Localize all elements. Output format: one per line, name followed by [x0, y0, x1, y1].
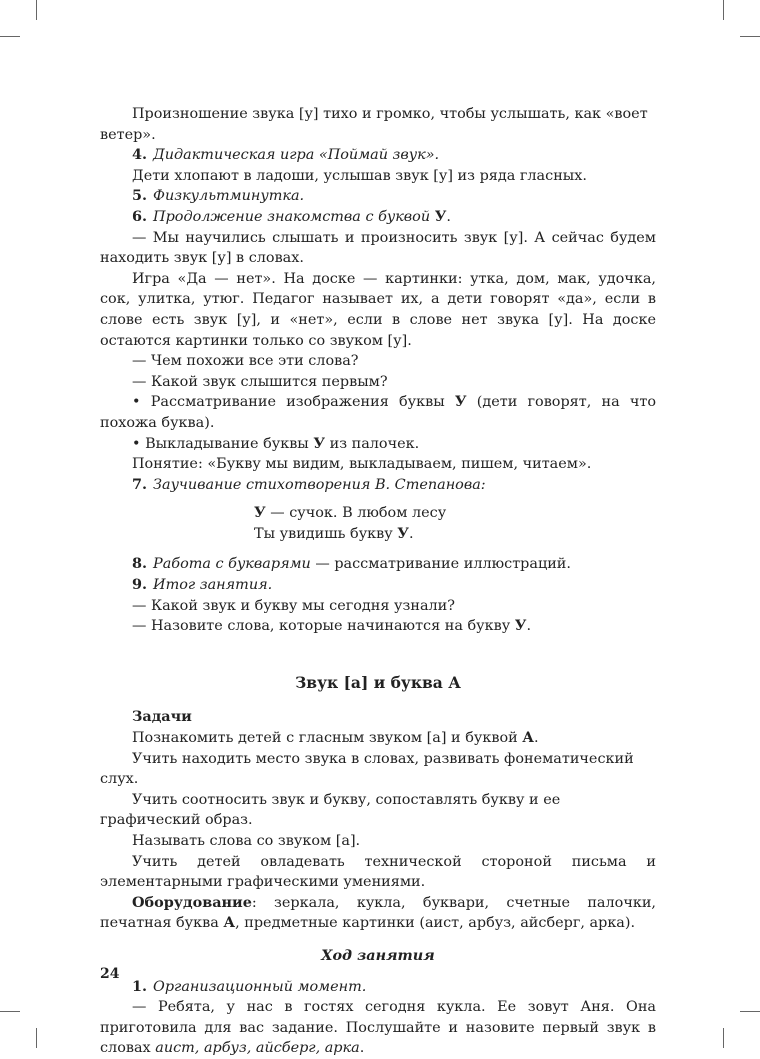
dialogue-line: — Назовите слова, которые начинаются на букву У.	[132, 617, 532, 635]
paragraph: Игра «Да — нет». На доске — картинки: утка, дом, мак, удочка, сок, улитка, утюг. Педагог называет их, а дети говорят «да», если в слове есть звук [у], и «нет», если в слове нет звука [у]. На доске остаются картинки только со звуком [у].	[100, 270, 656, 349]
numbered-item: 9. Итог занятия.	[132, 576, 273, 594]
crop-mark	[723, 0, 724, 20]
tasks-heading: Задачи	[132, 708, 192, 726]
poem-line: У — сучок. В любом лесу	[254, 504, 447, 522]
paragraph: Произношение звука [у] тихо и громко, чтобы услышать, как «воет ветер».	[100, 106, 648, 143]
dialogue-line: — Чем похожи все эти слова?	[132, 353, 359, 370]
numbered-item: 6. Продолжение знакомства с буквой У.	[132, 207, 451, 225]
poem-line: Ты увидишь букву У.	[254, 524, 414, 542]
task-item: Учить находить место звука в словах, развивать фонематический слух.	[100, 750, 634, 788]
paragraph: Дети хлопают в ладоши, услышав звук [у] из ряда гласных.	[132, 167, 587, 184]
task-item: Учить соотносить звук и букву, сопоставлять букву и ее графический образ.	[100, 791, 561, 829]
page-body	[100, 104, 656, 1059]
equipment-paragraph: Оборудование: зеркала, кукла, буквари, счетные палочки, печатная буква А, предметные картинки (аист, арбуз, айсберг, арка).	[100, 893, 656, 932]
crop-mark	[740, 1011, 760, 1012]
bullet-item: • Рассматривание изображения буквы У (дети говорят, на что похожа буква).	[100, 393, 657, 431]
lesson-heading: Ход занятия	[321, 946, 435, 964]
bullet-item: • Выкладывание буквы У из палочек.	[132, 434, 420, 452]
numbered-item: 8. Работа с букварями — рассматривание иллюстраций.	[132, 555, 571, 573]
numbered-item: 4. Дидактическая игра «Поймай звук».	[132, 146, 440, 164]
task-item: Называть слова со звуком [а].	[132, 833, 361, 849]
crop-mark	[0, 1011, 20, 1012]
dialogue-line: — Какой звук слышится первым?	[132, 373, 388, 390]
page-number: 24	[100, 966, 120, 982]
task-item: Учить детей овладевать технической стороной письма и элементарными графическими умениями.	[100, 853, 656, 891]
dialogue-line: — Какой звук и букву мы сегодня узнали?	[132, 597, 455, 614]
numbered-item: 1. Организационный момент.	[132, 977, 367, 995]
crop-mark	[36, 1028, 37, 1048]
poem	[254, 503, 656, 544]
dialogue-line: — Мы научились слышать и произносить звук [у]. А сейчас будем находить звук [у] в словах.	[100, 229, 656, 267]
numbered-item: 5. Физкультминутка.	[132, 187, 305, 205]
crop-mark	[36, 0, 37, 20]
dialogue-line: — Ребята, у нас в гостях сегодня кукла. Ее зовут Аня. Она приготовила для вас задание. Послушайте и назовите первый звук в словах аист, арбуз, айсберг, арка.	[100, 999, 656, 1057]
crop-mark	[723, 1028, 724, 1048]
section-title: Звук [а] и буква А	[295, 672, 461, 692]
paragraph: Понятие: «Букву мы видим, выкладываем, пишем, читаем».	[132, 456, 592, 473]
task-item: Познакомить детей с гласным звуком [а] и буквой А.	[132, 729, 539, 747]
numbered-item: 7. Заучивание стихотворения В. Степанова:	[132, 475, 486, 493]
crop-mark	[740, 36, 760, 37]
crop-mark	[0, 36, 20, 37]
